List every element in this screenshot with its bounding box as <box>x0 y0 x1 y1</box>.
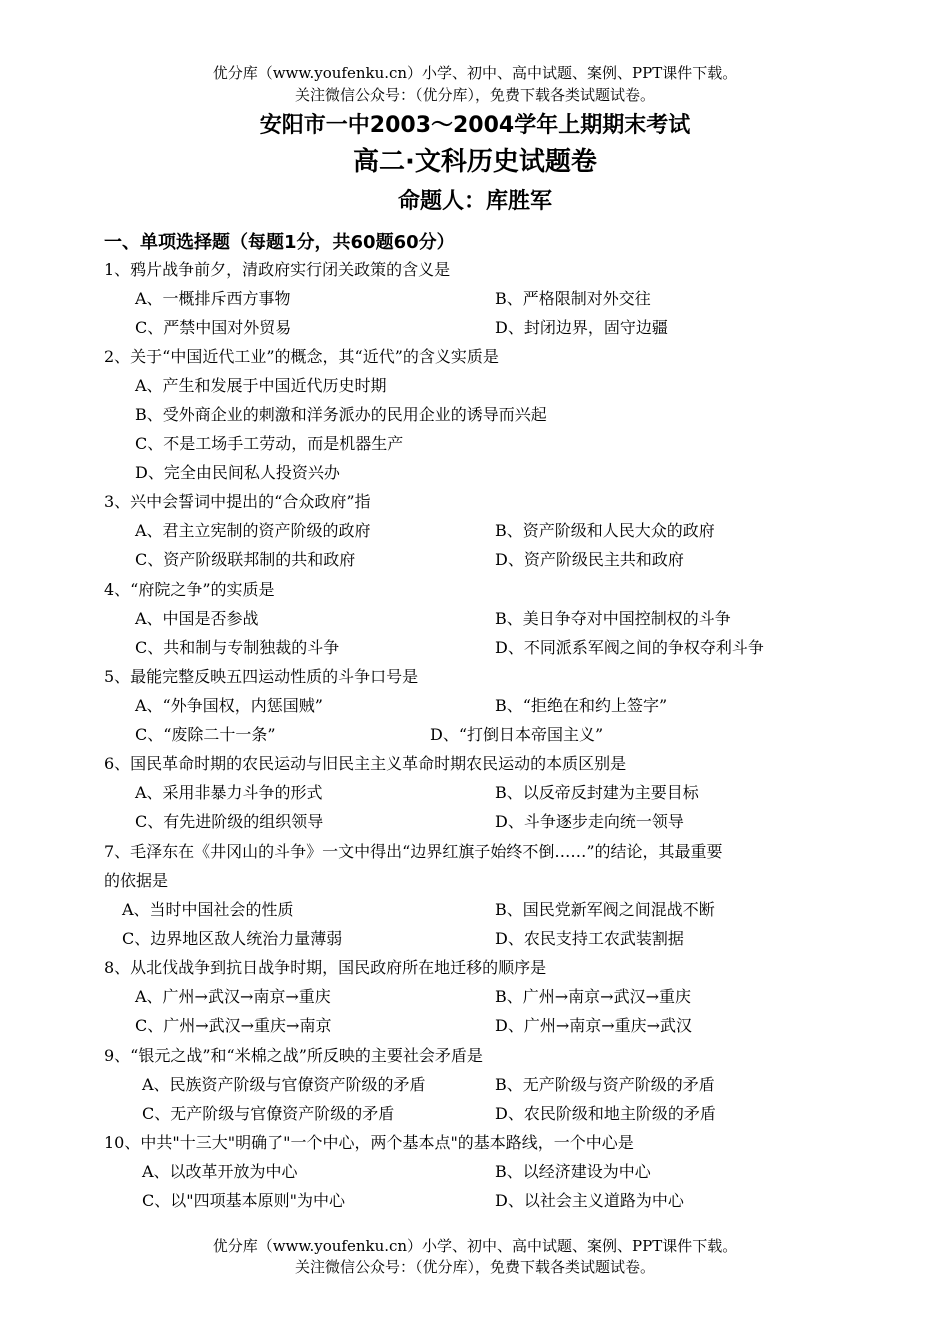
option-d: D、“打倒日本帝国主义” <box>430 725 604 744</box>
exam-subtitle: 高二·文科历史试题卷 <box>353 147 597 177</box>
option-b: B、以经济建设为中心 <box>495 1162 651 1181</box>
question-stem: 3、兴中会誓词中提出的“合众政府”指 <box>104 492 371 511</box>
option-b: B、严格限制对外交往 <box>495 289 651 308</box>
question-stem: 4、“府院之争”的实质是 <box>104 580 275 599</box>
question-stem: 8、从北伐战争到抗日战争时期，国民政府所在地迁移的顺序是 <box>104 958 547 977</box>
option-c: C、资产阶级联邦制的共和政府 <box>135 550 356 569</box>
option-d: D、完全由民间私人投资兴办 <box>135 463 340 482</box>
option-c: C、以"四项基本原则"为中心 <box>142 1191 345 1210</box>
question-stem: 7、毛泽东在《井冈山的斗争》一文中得出“边界红旗子始终不倒……”的结论，其最重要 <box>104 842 723 861</box>
option-c: C、广州→武汉→重庆→南京 <box>135 1016 332 1035</box>
option-a: A、民族资产阶级与官僚资产阶级的矛盾 <box>142 1075 426 1094</box>
exam-title: 安阳市一中2003～2004学年上期期末考试 <box>259 113 691 138</box>
option-d: D、资产阶级民主共和政府 <box>495 550 684 569</box>
option-d: D、农民阶级和地主阶级的矛盾 <box>495 1104 716 1123</box>
footer-line-1: 优分库（www.youfenku.cn）小学、初中、高中试题、案例、PPT课件下载。 <box>212 1237 738 1255</box>
option-a: A、“外争国权，内惩国贼” <box>135 696 323 715</box>
question-stem-continued: 的依据是 <box>104 871 169 890</box>
option-c: C、不是工场手工劳动，而是机器生产 <box>135 434 404 453</box>
question-stem: 9、“银元之战”和“米棉之战”所反映的主要社会矛盾是 <box>104 1046 483 1065</box>
option-a: A、采用非暴力斗争的形式 <box>135 783 323 802</box>
option-d: D、以社会主义道路为中心 <box>495 1191 684 1210</box>
option-b: B、“拒绝在和约上签字” <box>495 696 668 715</box>
option-d: D、不同派系军阀之间的争权夺利斗争 <box>495 638 764 657</box>
option-a: A、广州→武汉→南京→重庆 <box>135 987 331 1006</box>
option-b: B、以反帝反封建为主要目标 <box>495 783 699 802</box>
option-c: C、“废除二十一条” <box>135 725 276 744</box>
option-c: C、共和制与专制独裁的斗争 <box>135 638 340 657</box>
question-stem: 10、中共"十三大"明确了"一个中心，两个基本点"的基本路线，一个中心是 <box>104 1133 634 1152</box>
option-c: C、无产阶级与官僚资产阶级的矛盾 <box>142 1104 395 1123</box>
header-line-2: 关注微信公众号：（优分库），免费下载各类试题试卷。 <box>294 86 655 104</box>
option-d: D、广州→南京→重庆→武汉 <box>495 1016 693 1035</box>
exam-author: 命题人：库胜军 <box>397 189 552 214</box>
option-c: C、有先进阶级的组织领导 <box>135 812 324 831</box>
option-b: B、广州→南京→武汉→重庆 <box>495 987 691 1006</box>
option-b: B、受外商企业的刺激和洋务派办的民用企业的诱导而兴起 <box>135 405 547 424</box>
option-d: D、封闭边界，固守边疆 <box>495 318 668 337</box>
option-a: A、中国是否参战 <box>135 609 259 628</box>
option-a: A、君主立宪制的资产阶级的政府 <box>135 521 371 540</box>
section-heading: 一、单项选择题（每题1分，共60题60分） <box>104 232 455 253</box>
option-d: D、农民支持工农武装割据 <box>495 929 684 948</box>
option-a: A、产生和发展于中国近代历史时期 <box>135 376 387 395</box>
question-stem: 6、国民革命时期的农民运动与旧民主主义革命时期农民运动的本质区别是 <box>104 754 627 773</box>
option-b: B、国民党新军阀之间混战不断 <box>495 900 715 919</box>
option-b: B、无产阶级与资产阶级的矛盾 <box>495 1075 715 1094</box>
option-a: A、一概排斥西方事物 <box>135 289 291 308</box>
footer-line-2: 关注微信公众号：（优分库），免费下载各类试题试卷。 <box>294 1258 655 1276</box>
option-c: C、边界地区敌人统治力量薄弱 <box>122 929 343 948</box>
option-b: B、资产阶级和人民大众的政府 <box>495 521 715 540</box>
header-line-1: 优分库（www.youfenku.cn）小学、初中、高中试题、案例、PPT课件下载。 <box>212 64 738 82</box>
question-stem: 5、最能完整反映五四运动性质的斗争口号是 <box>104 667 419 686</box>
question-stem: 1、鸦片战争前夕，清政府实行闭关政策的含义是 <box>104 260 451 279</box>
question-stem: 2、关于“中国近代工业”的概念，其“近代”的含义实质是 <box>104 347 499 366</box>
option-a: A、以改革开放为中心 <box>142 1162 298 1181</box>
option-a: A、当时中国社会的性质 <box>122 900 294 919</box>
option-c: C、严禁中国对外贸易 <box>135 318 292 337</box>
option-b: B、美日争夺对中国控制权的斗争 <box>495 609 731 628</box>
option-d: D、斗争逐步走向统一领导 <box>495 812 684 831</box>
